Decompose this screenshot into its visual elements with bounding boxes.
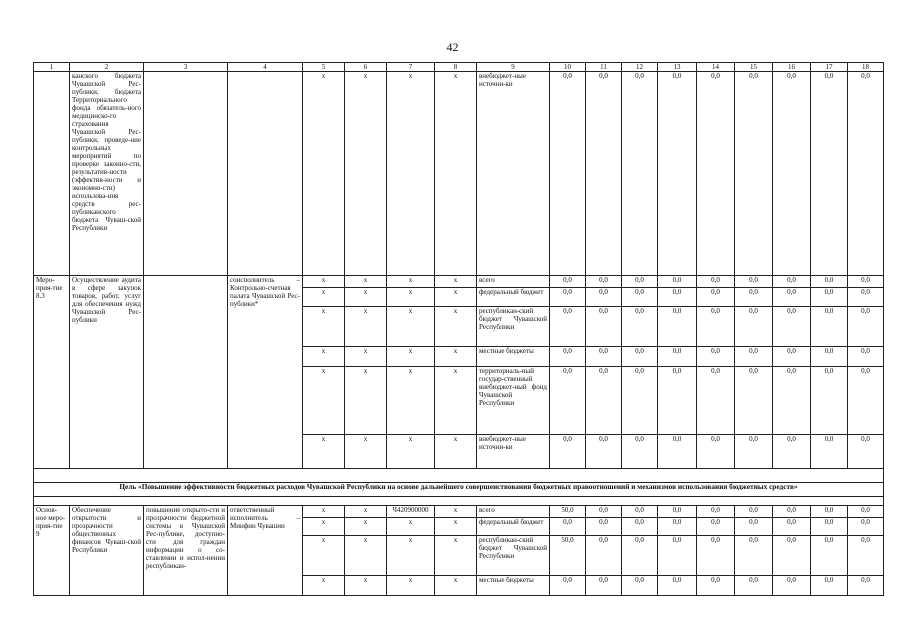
amount-cell: 0,0 [848, 576, 884, 596]
amount-cell: 0,0 [848, 435, 884, 469]
spacer-row [34, 469, 884, 483]
amount-cell: 0,0 [773, 506, 811, 518]
amount-cell: 0,0 [622, 288, 658, 307]
column-number-header: 2 [70, 63, 144, 72]
amount-cell: 0,0 [622, 367, 658, 435]
amount-cell: 0,0 [622, 536, 658, 576]
column-number-header: 13 [658, 63, 697, 72]
amount-cell: 0,0 [811, 435, 848, 469]
amount-cell: 0,0 [658, 288, 697, 307]
executor-cell: соисполнитель – Контрольно-счетная палата Чувашской Рес-публики* [228, 276, 303, 469]
table-row [34, 72, 884, 276]
column-number-header: 11 [586, 63, 622, 72]
classification-code-cell: x [435, 576, 477, 596]
row-code-cell: Меро-прия-тие 8.3 [34, 276, 70, 469]
column-number-header: 17 [811, 63, 848, 72]
amount-cell: 0,0 [550, 518, 586, 536]
table-row [34, 276, 884, 288]
amount-cell: 0,0 [658, 347, 697, 367]
amount-cell: 50,0 [550, 506, 586, 518]
column-number-header: 4 [228, 63, 303, 72]
amount-cell: 0,0 [811, 307, 848, 347]
classification-code-cell: x [303, 435, 345, 469]
amount-cell: 0,0 [658, 307, 697, 347]
classification-code-cell: x [303, 288, 345, 307]
amount-cell: 0,0 [735, 347, 773, 367]
amount-cell: 0,0 [773, 347, 811, 367]
classification-code-cell: x [387, 435, 435, 469]
amount-cell: 0,0 [658, 367, 697, 435]
page-number: 42 [446, 40, 459, 54]
column-number-header: 6 [345, 63, 387, 72]
amount-cell: 0,0 [848, 536, 884, 576]
amount-cell: 0,0 [658, 518, 697, 536]
funding-source-cell: местные бюджеты [477, 347, 550, 367]
amount-cell: 0,0 [550, 72, 586, 276]
amount-cell: 0,0 [848, 307, 884, 347]
classification-code-cell: x [303, 72, 345, 276]
amount-cell: 0,0 [811, 72, 848, 276]
amount-cell: 0,0 [697, 536, 735, 576]
amount-cell: 50,0 [550, 536, 586, 576]
classification-code-cell: x [387, 288, 435, 307]
amount-cell: 0,0 [658, 576, 697, 596]
classification-code-cell: x [435, 72, 477, 276]
row-code-cell [34, 72, 70, 276]
amount-cell: 0,0 [773, 536, 811, 576]
amount-cell: 0,0 [848, 288, 884, 307]
classification-code-cell: x [435, 288, 477, 307]
amount-cell: 0,0 [697, 347, 735, 367]
amount-cell: 0,0 [622, 347, 658, 367]
amount-cell: 0,0 [735, 536, 773, 576]
amount-cell: 0,0 [811, 276, 848, 288]
goal-row [34, 483, 884, 497]
classification-code-cell: x [387, 367, 435, 435]
classification-code-cell: x [303, 367, 345, 435]
amount-cell: 0,0 [773, 288, 811, 307]
classification-code-cell: x [435, 536, 477, 576]
amount-cell: 0,0 [735, 435, 773, 469]
column-number-header: 12 [622, 63, 658, 72]
funding-source-cell: внебюджет-ные источни-ки [477, 435, 550, 469]
amount-cell: 0,0 [735, 276, 773, 288]
amount-cell: 0,0 [811, 288, 848, 307]
classification-code-cell: x [303, 347, 345, 367]
amount-cell: 0,0 [586, 288, 622, 307]
classification-code-cell: x [435, 435, 477, 469]
amount-cell: 0,0 [848, 72, 884, 276]
classification-code-cell: x [303, 518, 345, 536]
funding-source-cell: всего [477, 276, 550, 288]
funding-source-cell: республикан-ский бюджет Чувашской Республики [477, 307, 550, 347]
amount-cell: 0,0 [773, 72, 811, 276]
funding-source-cell: местные бюджеты [477, 576, 550, 596]
classification-code-cell: x [303, 307, 345, 347]
amount-cell: 0,0 [622, 506, 658, 518]
column-number-header: 1 [34, 63, 70, 72]
classification-code-cell: x [435, 347, 477, 367]
amount-cell: 0,0 [550, 276, 586, 288]
column-number-header: 16 [773, 63, 811, 72]
amount-cell: 0,0 [811, 536, 848, 576]
classification-code-cell: x [303, 536, 345, 576]
amount-cell: 0,0 [586, 536, 622, 576]
column-number-header: 18 [848, 63, 884, 72]
amount-cell: 0,0 [773, 276, 811, 288]
row-code-cell: Основ-ное меро-прия-тие 9 [34, 506, 70, 596]
goal-indicator-cell: повышение открыто-сти и прозрачности бюджетной системы в Чувашской Рес-публике, доступно-сти для граждан информации о со-ставлении и испол-нении республикан- [144, 506, 228, 596]
amount-cell: 0,0 [586, 576, 622, 596]
table-row [34, 506, 884, 518]
column-number-header: 9 [477, 63, 550, 72]
budget-table [33, 62, 884, 596]
classification-code-cell: x [435, 518, 477, 536]
classification-code-cell: x [387, 307, 435, 347]
event-name-cell: Обеспечение открытости и прозрачности общественных финансов Чуваш-ской Республики [70, 506, 144, 596]
amount-cell: 0,0 [811, 506, 848, 518]
classification-code-cell: x [303, 276, 345, 288]
funding-source-cell: всего [477, 506, 550, 518]
funding-source-cell: республикан-ский бюджет Чувашской Республики [477, 536, 550, 576]
classification-code-cell: x [387, 347, 435, 367]
classification-code-cell: x [387, 576, 435, 596]
amount-cell: 0,0 [811, 367, 848, 435]
classification-code-cell: x [345, 367, 387, 435]
funding-source-cell: федеральный бюджет [477, 518, 550, 536]
classification-code-cell: x [387, 536, 435, 576]
amount-cell: 0,0 [697, 288, 735, 307]
amount-cell: 0,0 [697, 506, 735, 518]
amount-cell: 0,0 [697, 435, 735, 469]
executor-cell: ответственный исполнитель – Минфин Чувашии [228, 506, 303, 596]
amount-cell: 0,0 [773, 367, 811, 435]
amount-cell: 0,0 [658, 276, 697, 288]
amount-cell: 0,0 [586, 367, 622, 435]
classification-code-cell: x [345, 506, 387, 518]
classification-code-cell: x [435, 506, 477, 518]
amount-cell: 0,0 [697, 518, 735, 536]
amount-cell: 0,0 [735, 576, 773, 596]
amount-cell: 0,0 [848, 506, 884, 518]
amount-cell: 0,0 [622, 518, 658, 536]
amount-cell: 0,0 [550, 288, 586, 307]
amount-cell: 0,0 [848, 518, 884, 536]
amount-cell: 0,0 [550, 576, 586, 596]
amount-cell: 0,0 [773, 307, 811, 347]
amount-cell: 0,0 [848, 276, 884, 288]
column-number-header: 10 [550, 63, 586, 72]
column-number-header: 15 [735, 63, 773, 72]
classification-code-cell: x [387, 276, 435, 288]
amount-cell: 0,0 [811, 347, 848, 367]
funding-source-cell: федеральный бюджет [477, 288, 550, 307]
amount-cell: 0,0 [697, 72, 735, 276]
classification-code-cell: x [345, 435, 387, 469]
classification-code-cell: x [387, 518, 435, 536]
classification-code-cell: x [435, 307, 477, 347]
amount-cell: 0,0 [658, 435, 697, 469]
amount-cell: 0,0 [586, 435, 622, 469]
amount-cell: 0,0 [586, 347, 622, 367]
goal-indicator-cell [144, 72, 228, 276]
classification-code-cell: x [345, 518, 387, 536]
column-number-header: 3 [144, 63, 228, 72]
amount-cell: 0,0 [697, 276, 735, 288]
amount-cell: 0,0 [622, 576, 658, 596]
funding-source-cell: внебюджет-ные источни-ки [477, 72, 550, 276]
classification-code-cell: x [435, 276, 477, 288]
column-number-header: 5 [303, 63, 345, 72]
classification-code-cell: x [345, 536, 387, 576]
event-name-cell: канского бюджета Чувашской Рес-публики, бюджета Территориального фонда обязатель-ного медицинско-го страхования Чувашской Рес-публики, проведе-ние контрольных мероприятий по проверке законно-сти, результатив-ности (эффектив-ности и экономно-сти) использова-ния средств рес-публиканского бюджета Чуваш-ской Республики [70, 72, 144, 276]
amount-cell: 0,0 [586, 307, 622, 347]
amount-cell: 0,0 [773, 435, 811, 469]
amount-cell: 0,0 [622, 307, 658, 347]
spacer-cell [34, 497, 884, 506]
classification-code-cell: x [387, 72, 435, 276]
classification-code-cell: x [345, 72, 387, 276]
goal-heading: Цель «Повышение эффективности бюджетных расходов Чувашской Республики на основе дальнейшего совершенствования бюджетных правоотношений и механизмов использования бюджетных средств» [34, 483, 884, 497]
amount-cell: 0,0 [658, 72, 697, 276]
amount-cell: 0,0 [586, 276, 622, 288]
classification-code-cell: x [435, 367, 477, 435]
spacer-row [34, 497, 884, 506]
header-row [34, 63, 884, 72]
classification-code-cell: x [303, 576, 345, 596]
amount-cell: 0,0 [550, 367, 586, 435]
amount-cell: 0,0 [586, 506, 622, 518]
amount-cell: 0,0 [735, 367, 773, 435]
amount-cell: 0,0 [550, 307, 586, 347]
funding-source-cell: территориаль-ный государ-ственный внебюджет-ный фонд Чувашской Республики [477, 367, 550, 435]
classification-code-cell: Ч420900000 [387, 506, 435, 518]
amount-cell: 0,0 [773, 518, 811, 536]
amount-cell: 0,0 [622, 72, 658, 276]
amount-cell: 0,0 [586, 518, 622, 536]
executor-cell [228, 72, 303, 276]
column-number-header: 7 [387, 63, 435, 72]
amount-cell: 0,0 [658, 506, 697, 518]
amount-cell: 0,0 [811, 576, 848, 596]
amount-cell: 0,0 [697, 307, 735, 347]
classification-code-cell: x [345, 276, 387, 288]
column-number-header: 8 [435, 63, 477, 72]
goal-indicator-cell [144, 276, 228, 469]
classification-code-cell: x [345, 576, 387, 596]
amount-cell: 0,0 [735, 506, 773, 518]
classification-code-cell: x [345, 288, 387, 307]
amount-cell: 0,0 [697, 367, 735, 435]
spacer-cell [34, 469, 884, 483]
amount-cell: 0,0 [550, 435, 586, 469]
amount-cell: 0,0 [697, 576, 735, 596]
amount-cell: 0,0 [735, 72, 773, 276]
classification-code-cell: x [345, 347, 387, 367]
amount-cell: 0,0 [622, 276, 658, 288]
amount-cell: 0,0 [848, 367, 884, 435]
amount-cell: 0,0 [811, 518, 848, 536]
amount-cell: 0,0 [773, 576, 811, 596]
amount-cell: 0,0 [735, 288, 773, 307]
amount-cell: 0,0 [848, 347, 884, 367]
classification-code-cell: x [303, 506, 345, 518]
amount-cell: 0,0 [622, 435, 658, 469]
classification-code-cell: x [345, 307, 387, 347]
amount-cell: 0,0 [550, 347, 586, 367]
column-number-header: 14 [697, 63, 735, 72]
amount-cell: 0,0 [735, 307, 773, 347]
amount-cell: 0,0 [735, 518, 773, 536]
event-name-cell: Осуществление аудита в сфере закупок товаров, работ, услуг для обеспечения нужд Чувашской Рес-публики [70, 276, 144, 469]
amount-cell: 0,0 [586, 72, 622, 276]
amount-cell: 0,0 [658, 536, 697, 576]
